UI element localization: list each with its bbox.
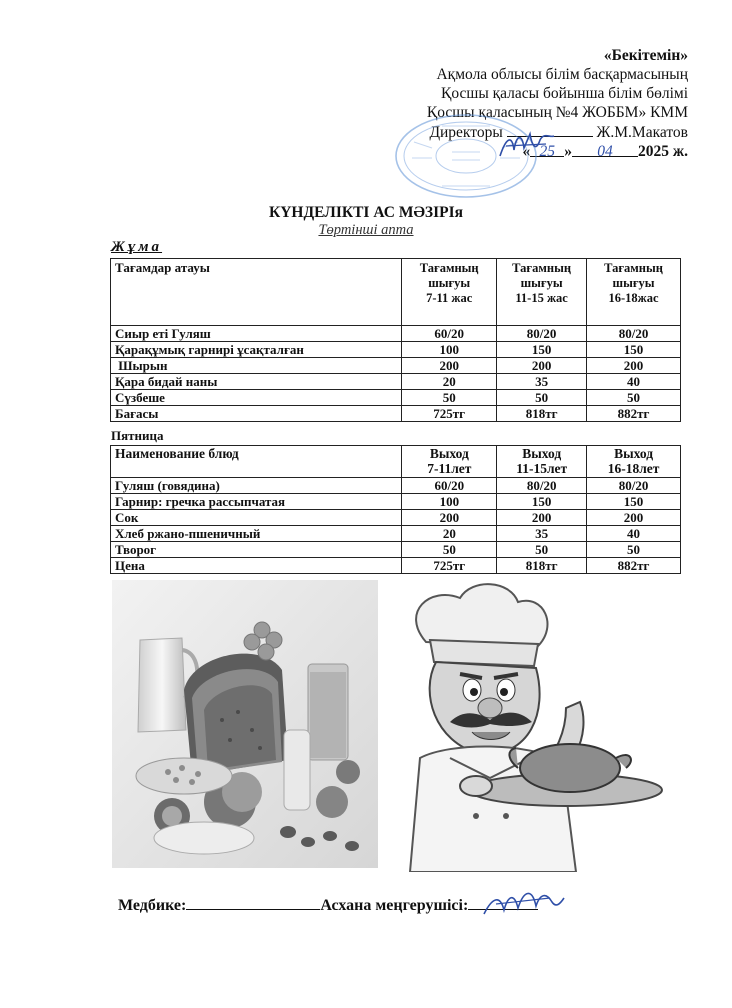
header-cell: Выход 16-18лет xyxy=(587,446,681,478)
price-cell: 818тг xyxy=(497,406,587,422)
menu-table-ru xyxy=(110,445,681,574)
portion-cell: 200 xyxy=(497,358,587,374)
footer-signatures xyxy=(118,895,538,915)
director-signature-icon xyxy=(496,128,558,162)
header-cell: Наименование блюд xyxy=(111,446,402,478)
dish-name: Шырын xyxy=(111,358,402,374)
director-name: Ж.М.Макатов xyxy=(596,124,688,141)
portion-cell: 80/20 xyxy=(587,478,681,494)
dish-name: Қарақұмық гарнирі ұсақталған xyxy=(111,342,402,358)
portion-cell: 20 xyxy=(402,374,497,390)
date-close: » xyxy=(564,143,572,160)
food-photo-icon xyxy=(112,580,378,868)
portion-cell: 150 xyxy=(587,342,681,358)
portion-cell: 50 xyxy=(497,542,587,558)
portion-cell: 200 xyxy=(587,510,681,526)
price-label: Цена xyxy=(111,558,402,574)
portion-cell: 80/20 xyxy=(497,478,587,494)
header-cell: Тағамның шығуы 11-15 жас xyxy=(497,259,587,326)
menu-table-kz xyxy=(110,258,681,422)
portion-cell: 40 xyxy=(587,526,681,542)
table-header-row xyxy=(111,446,681,478)
approval-title: «Бекітемін» xyxy=(603,47,688,64)
table-row xyxy=(111,390,681,406)
portion-cell: 50 xyxy=(587,542,681,558)
table-header-row xyxy=(111,259,681,326)
director-label: Директоры xyxy=(429,124,503,141)
date-month: 04 xyxy=(572,142,638,157)
portion-cell: 50 xyxy=(587,390,681,406)
portion-cell: 150 xyxy=(497,494,587,510)
dish-name: Гарнир: гречка рассыпчатая xyxy=(111,494,402,510)
portion-cell: 60/20 xyxy=(402,478,497,494)
portion-cell: 40 xyxy=(587,374,681,390)
dish-name: Творог xyxy=(111,542,402,558)
portion-cell: 50 xyxy=(497,390,587,406)
nurse-label: Медбике: xyxy=(118,897,187,914)
price-cell: 818тг xyxy=(497,558,587,574)
price-cell: 882тг xyxy=(587,406,681,422)
approval-line-3: Қосшы қаласының №4 ЖОББМ» КММ xyxy=(426,104,688,121)
day-label-ru: Пятница xyxy=(111,428,164,443)
table-row xyxy=(111,494,681,510)
dish-name: Сүзбеше xyxy=(111,390,402,406)
portion-cell: 80/20 xyxy=(497,326,587,342)
price-row xyxy=(111,558,681,574)
portion-cell: 100 xyxy=(402,342,497,358)
canteen-manager-signature-icon xyxy=(480,884,566,924)
page-title: КҮНДЕЛІКТІ АС МӘЗІРІя xyxy=(268,204,464,221)
table-row xyxy=(111,526,681,542)
dish-name: Сок xyxy=(111,510,402,526)
price-row xyxy=(111,406,681,422)
price-label: Бағасы xyxy=(111,406,402,422)
portion-cell: 80/20 xyxy=(587,326,681,342)
portion-cell: 200 xyxy=(587,358,681,374)
table-row xyxy=(111,478,681,494)
day-label-kz: Жұма xyxy=(111,239,163,255)
header-cell: Тағамдар атауы xyxy=(111,259,402,326)
portion-cell: 20 xyxy=(402,526,497,542)
price-cell: 882тг xyxy=(587,558,681,574)
table-row xyxy=(111,326,681,342)
table-row xyxy=(111,542,681,558)
portion-cell: 150 xyxy=(587,494,681,510)
header-cell: Тағамның шығуы 16-18жас xyxy=(587,259,681,326)
portion-cell: 35 xyxy=(497,526,587,542)
date-year: 2025 ж. xyxy=(638,143,688,160)
approval-line-2: Қосшы қаласы бойынша білім бөлімі xyxy=(441,85,688,102)
portion-cell: 50 xyxy=(402,390,497,406)
price-cell: 725тг xyxy=(402,406,497,422)
dish-name: Сиыр еті Гуляш xyxy=(111,326,402,342)
portion-cell: 150 xyxy=(497,342,587,358)
canteen-manager-label: Асхана меңгерушісі: xyxy=(320,897,469,914)
dish-name: Гуляш (говядина) xyxy=(111,478,402,494)
table-row xyxy=(111,510,681,526)
table-row xyxy=(111,342,681,358)
header-cell: Тағамның шығуы 7-11 жас xyxy=(402,259,497,326)
week-subtitle: Төртінші апта xyxy=(318,222,414,238)
header-cell: Выход 7-11лет xyxy=(402,446,497,478)
portion-cell: 60/20 xyxy=(402,326,497,342)
chef-illustration-icon xyxy=(380,582,682,872)
approval-line-1: Ақмола облысы білім басқармасының xyxy=(436,66,688,83)
dish-name: Хлеб ржано-пшеничный xyxy=(111,526,402,542)
date-open: « xyxy=(522,143,531,160)
table-row xyxy=(111,374,681,390)
nurse-signature-blank xyxy=(186,895,320,910)
portion-cell: 35 xyxy=(497,374,587,390)
portion-cell: 50 xyxy=(402,542,497,558)
portion-cell: 200 xyxy=(402,358,497,374)
portion-cell: 200 xyxy=(497,510,587,526)
price-cell: 725тг xyxy=(402,558,497,574)
header-cell: Выход 11-15лет xyxy=(497,446,587,478)
table-row xyxy=(111,358,681,374)
dish-name: Қара бидай наны xyxy=(111,374,402,390)
date-day: 25 xyxy=(530,142,564,157)
portion-cell: 100 xyxy=(402,494,497,510)
portion-cell: 200 xyxy=(402,510,497,526)
